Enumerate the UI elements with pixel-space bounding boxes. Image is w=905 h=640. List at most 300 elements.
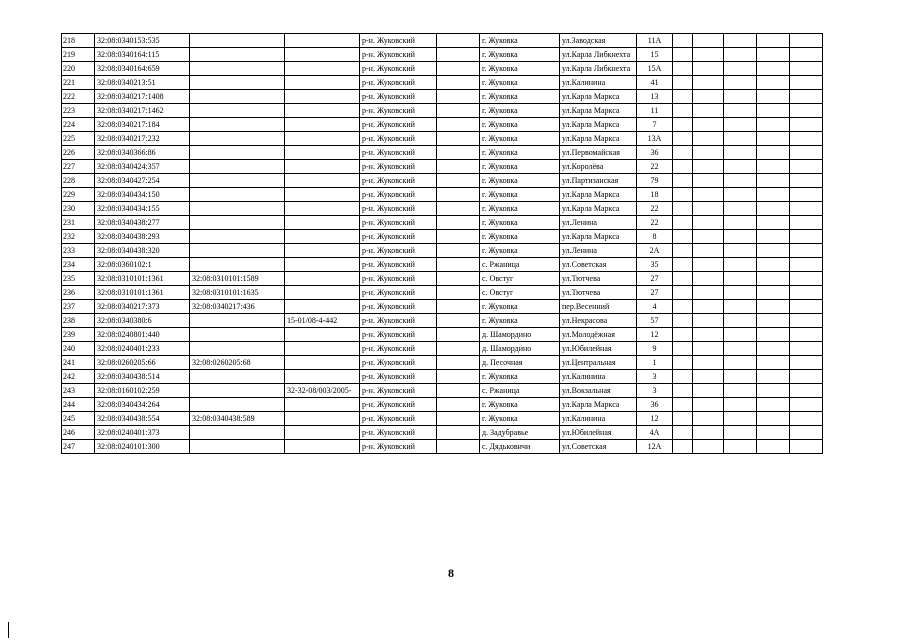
street: ул.Калинина [560,412,637,426]
cadastral-number: 32:08:0340438:554 [95,412,190,426]
house-number: 13А [637,132,673,146]
empty-cell [673,398,693,412]
street: ул.Карла Маркса [560,132,637,146]
house-number: 22 [637,216,673,230]
empty-cell [790,132,823,146]
cadastral-number: 32:08:0340434:150 [95,188,190,202]
empty-cell [693,230,724,244]
table-row [62,118,823,132]
empty-cell [757,328,790,342]
registration-number [285,62,360,76]
related-cadastral-number [190,132,285,146]
related-cadastral-number [190,34,285,48]
empty-cell [724,90,757,104]
house-number: 9 [637,342,673,356]
street: ул.Вокзальная [560,384,637,398]
district: р-н. Жуковский [360,104,437,118]
row-number: 242 [62,370,95,384]
row-number: 244 [62,398,95,412]
registration-number [285,440,360,454]
locality: г. Жуковка [480,48,560,62]
row-number: 230 [62,202,95,216]
registration-number [285,370,360,384]
empty-cell [757,398,790,412]
related-cadastral-number [190,258,285,272]
empty-cell [673,370,693,384]
district: р-н. Жуковский [360,412,437,426]
locality: г. Жуковка [480,216,560,230]
registration-number [285,104,360,118]
empty-cell [724,258,757,272]
empty-cell [757,258,790,272]
empty-cell [757,286,790,300]
empty-cell [757,440,790,454]
table-row [62,426,823,440]
empty-cell [693,300,724,314]
street: ул.Заводская [560,34,637,48]
table-row [62,286,823,300]
locality: д. Шамордино [480,328,560,342]
empty-cell [437,440,480,454]
locality: д. Шамордино [480,342,560,356]
empty-cell [790,230,823,244]
house-number: 15 [637,48,673,62]
registration-number [285,216,360,230]
row-number: 239 [62,328,95,342]
empty-cell [757,426,790,440]
row-number: 223 [62,104,95,118]
empty-cell [790,328,823,342]
house-number: 2А [637,244,673,258]
cadastral-number: 32:08:0340380:6 [95,314,190,328]
cadastral-number: 32:08:0340438:514 [95,370,190,384]
cadastral-number: 32:08:0340164:115 [95,48,190,62]
table-row [62,412,823,426]
table-row [62,244,823,258]
empty-cell [724,174,757,188]
empty-cell [790,398,823,412]
district: р-н. Жуковский [360,188,437,202]
empty-cell [757,342,790,356]
house-number: 12А [637,440,673,454]
registration-number [285,174,360,188]
district: р-н. Жуковский [360,342,437,356]
table-row [62,356,823,370]
empty-cell [693,356,724,370]
related-cadastral-number [190,244,285,258]
empty-cell [757,230,790,244]
street: ул.Карла Маркса [560,230,637,244]
empty-cell [724,216,757,230]
empty-cell [790,48,823,62]
empty-cell [693,314,724,328]
street: ул.Ленина [560,216,637,230]
empty-cell [437,342,480,356]
district: р-н. Жуковский [360,370,437,384]
registration-number [285,118,360,132]
registration-number [285,34,360,48]
locality: г. Жуковка [480,300,560,314]
empty-cell [790,314,823,328]
empty-cell [673,230,693,244]
street: ул.Калинина [560,76,637,90]
table-row [62,328,823,342]
related-cadastral-number [190,118,285,132]
related-cadastral-number [190,328,285,342]
district: р-н. Жуковский [360,230,437,244]
registration-number [285,398,360,412]
street: ул.Некрасова [560,314,637,328]
street: ул.Молодёжная [560,328,637,342]
empty-cell [757,216,790,230]
street: ул.Карла Маркса [560,90,637,104]
empty-cell [673,272,693,286]
row-number: 225 [62,132,95,146]
related-cadastral-number [190,216,285,230]
street: ул.Тютчева [560,272,637,286]
house-number: 4 [637,300,673,314]
street: ул.Карла Либкнехта [560,62,637,76]
district: р-н. Жуковский [360,118,437,132]
empty-cell [790,300,823,314]
house-number: 22 [637,160,673,174]
street: ул.Карла Маркса [560,202,637,216]
related-cadastral-number [190,440,285,454]
row-number: 237 [62,300,95,314]
related-cadastral-number: 32:08:0310101:1635 [190,286,285,300]
locality: г. Жуковка [480,230,560,244]
house-number: 41 [637,76,673,90]
locality: с. Овстуг [480,286,560,300]
empty-cell [437,314,480,328]
registration-number [285,426,360,440]
empty-cell [757,48,790,62]
empty-cell [693,370,724,384]
house-number: 8 [637,230,673,244]
empty-cell [724,440,757,454]
empty-cell [757,188,790,202]
empty-cell [757,314,790,328]
table-row [62,314,823,328]
empty-cell [790,34,823,48]
empty-cell [673,328,693,342]
empty-cell [757,62,790,76]
house-number: 11 [637,104,673,118]
row-number: 222 [62,90,95,104]
empty-cell [693,286,724,300]
registration-number [285,244,360,258]
row-number: 229 [62,188,95,202]
registration-number [285,132,360,146]
empty-cell [673,216,693,230]
registration-number [285,202,360,216]
registration-number: 15-01/08-4-442 [285,314,360,328]
registration-number [285,160,360,174]
locality: г. Жуковка [480,34,560,48]
related-cadastral-number [190,342,285,356]
street: ул.Карла Маркса [560,118,637,132]
house-number: 57 [637,314,673,328]
empty-cell [790,244,823,258]
empty-cell [693,160,724,174]
empty-cell [693,258,724,272]
related-cadastral-number: 32:08:0310101:1589 [190,272,285,286]
house-number: 3 [637,384,673,398]
registration-number [285,146,360,160]
empty-cell [673,202,693,216]
cadastral-number: 32:08:0340217:184 [95,118,190,132]
empty-cell [673,244,693,258]
locality: г. Жуковка [480,244,560,258]
empty-cell [790,412,823,426]
empty-cell [673,174,693,188]
empty-cell [693,174,724,188]
related-cadastral-number [190,398,285,412]
empty-cell [790,356,823,370]
empty-cell [673,34,693,48]
district: р-н. Жуковский [360,216,437,230]
empty-cell [724,146,757,160]
empty-cell [790,370,823,384]
empty-cell [693,426,724,440]
locality: д. Песочная [480,356,560,370]
cadastral-number: 32:08:0360102:1 [95,258,190,272]
row-number: 224 [62,118,95,132]
locality: г. Жуковка [480,412,560,426]
empty-cell [437,216,480,230]
scan-edge-mark [8,622,9,638]
empty-cell [757,300,790,314]
related-cadastral-number [190,426,285,440]
empty-cell [693,384,724,398]
house-number: 22 [637,202,673,216]
empty-cell [673,132,693,146]
empty-cell [437,76,480,90]
cadastral-number: 32:08:0340434:264 [95,398,190,412]
district: р-н. Жуковский [360,132,437,146]
row-number: 241 [62,356,95,370]
locality: д. Задубравье [480,426,560,440]
locality: г. Жуковка [480,132,560,146]
empty-cell [673,356,693,370]
empty-cell [693,342,724,356]
empty-cell [790,258,823,272]
empty-cell [724,244,757,258]
related-cadastral-number: 32:08:0340217:436 [190,300,285,314]
locality: г. Жуковка [480,118,560,132]
cadastral-number: 32:08:0340427:254 [95,174,190,188]
street: ул.Советская [560,258,637,272]
street: ул.Карла Маркса [560,188,637,202]
empty-cell [437,356,480,370]
locality: г. Жуковка [480,174,560,188]
empty-cell [693,328,724,342]
empty-cell [790,62,823,76]
house-number: 12 [637,412,673,426]
house-number: 27 [637,286,673,300]
row-number: 227 [62,160,95,174]
registration-number [285,188,360,202]
empty-cell [693,34,724,48]
registration-number [285,76,360,90]
district: р-н. Жуковский [360,202,437,216]
cadastral-number: 32:08:0340213:51 [95,76,190,90]
empty-cell [724,370,757,384]
locality: с. Ржаница [480,384,560,398]
table-row [62,440,823,454]
row-number: 243 [62,384,95,398]
house-number: 4А [637,426,673,440]
empty-cell [673,160,693,174]
district: р-н. Жуковский [360,384,437,398]
cadastral-number: 32:08:0340217:1462 [95,104,190,118]
empty-cell [757,202,790,216]
district: р-н. Жуковский [360,160,437,174]
row-number: 245 [62,412,95,426]
locality: г. Жуковка [480,202,560,216]
district: р-н. Жуковский [360,272,437,286]
related-cadastral-number [190,384,285,398]
empty-cell [437,412,480,426]
empty-cell [790,90,823,104]
street: ул.Партизанская [560,174,637,188]
empty-cell [437,62,480,76]
locality: г. Жуковка [480,188,560,202]
empty-cell [673,314,693,328]
empty-cell [673,146,693,160]
row-number: 226 [62,146,95,160]
empty-cell [724,342,757,356]
row-number: 219 [62,48,95,62]
district: р-н. Жуковский [360,62,437,76]
empty-cell [757,34,790,48]
house-number: 35 [637,258,673,272]
district: р-н. Жуковский [360,90,437,104]
registration-number [285,90,360,104]
locality: с. Дядьковичи [480,440,560,454]
empty-cell [790,342,823,356]
empty-cell [757,244,790,258]
street: ул.Карла Либкнехта [560,48,637,62]
empty-cell [673,440,693,454]
street: ул.Королёва [560,160,637,174]
related-cadastral-number [190,90,285,104]
registration-number [285,286,360,300]
empty-cell [757,146,790,160]
registration-number [285,412,360,426]
empty-cell [437,188,480,202]
empty-cell [693,188,724,202]
street: ул.Карла Маркса [560,398,637,412]
empty-cell [724,356,757,370]
empty-cell [673,412,693,426]
empty-cell [757,104,790,118]
empty-cell [437,174,480,188]
empty-cell [757,174,790,188]
related-cadastral-number [190,104,285,118]
empty-cell [757,160,790,174]
empty-cell [673,258,693,272]
empty-cell [724,160,757,174]
registration-number: 32-32-08/003/2005- [285,384,360,398]
cadastral-number: 32:08:0310101:1361 [95,286,190,300]
empty-cell [673,90,693,104]
related-cadastral-number [190,174,285,188]
table-row [62,216,823,230]
house-number: 36 [637,398,673,412]
row-number: 247 [62,440,95,454]
table-row [62,272,823,286]
locality: г. Жуковка [480,104,560,118]
cadastral-number: 32:08:0340153:535 [95,34,190,48]
table-row [62,174,823,188]
house-number: 27 [637,272,673,286]
locality: г. Жуковка [480,314,560,328]
empty-cell [757,370,790,384]
table-row [62,370,823,384]
empty-cell [757,76,790,90]
page-number: 8 [448,566,454,580]
table-row [62,160,823,174]
house-number: 36 [637,146,673,160]
empty-cell [673,188,693,202]
cadastral-number: 32:08:0240801:440 [95,328,190,342]
table-row [62,300,823,314]
row-number: 234 [62,258,95,272]
cadastral-number: 32:08:0310101:1361 [95,272,190,286]
house-number: 7 [637,118,673,132]
empty-cell [790,76,823,90]
district: р-н. Жуковский [360,398,437,412]
empty-cell [437,286,480,300]
street: ул.Центральная [560,356,637,370]
empty-cell [724,286,757,300]
cadastral-number: 32:08:0340438:320 [95,244,190,258]
related-cadastral-number [190,48,285,62]
district: р-н. Жуковский [360,440,437,454]
street: ул.Советская [560,440,637,454]
related-cadastral-number [190,370,285,384]
empty-cell [437,244,480,258]
table-row [62,202,823,216]
district: р-н. Жуковский [360,76,437,90]
related-cadastral-number: 32:08:0260205:68 [190,356,285,370]
empty-cell [693,76,724,90]
empty-cell [790,160,823,174]
empty-cell [757,272,790,286]
empty-cell [790,440,823,454]
empty-cell [437,118,480,132]
related-cadastral-number [190,314,285,328]
empty-cell [790,202,823,216]
locality: г. Жуковка [480,160,560,174]
empty-cell [724,230,757,244]
empty-cell [437,132,480,146]
empty-cell [673,426,693,440]
table-row [62,230,823,244]
empty-cell [693,104,724,118]
locality: г. Жуковка [480,62,560,76]
related-cadastral-number [190,202,285,216]
empty-cell [693,146,724,160]
empty-cell [724,104,757,118]
empty-cell [724,118,757,132]
district: р-н. Жуковский [360,314,437,328]
house-number: 18 [637,188,673,202]
registration-number [285,48,360,62]
empty-cell [437,146,480,160]
cadastral-number: 32:08:0340217:1408 [95,90,190,104]
